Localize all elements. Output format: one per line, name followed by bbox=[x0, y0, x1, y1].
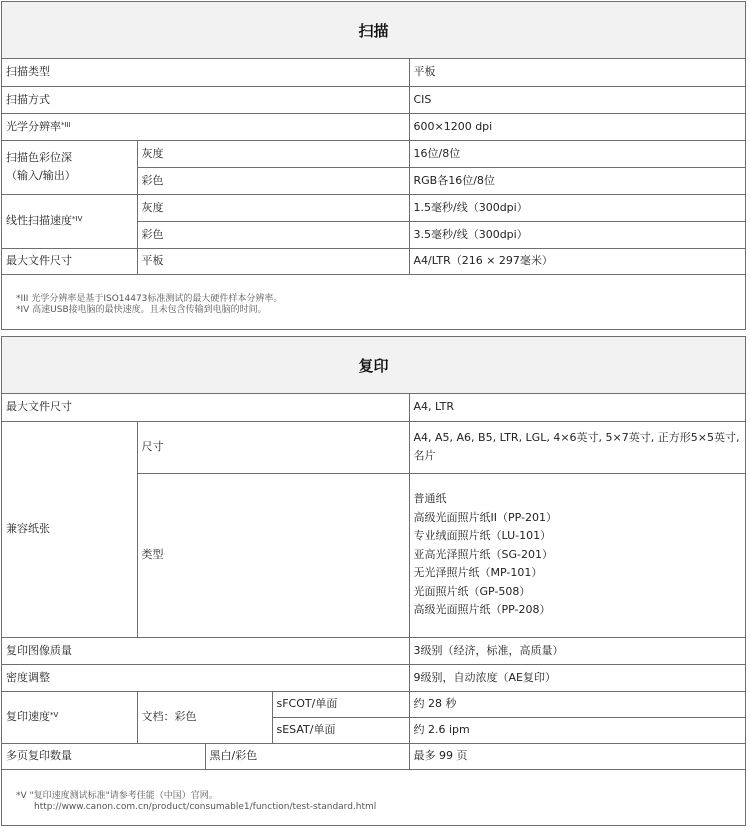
copy-speed-label: 复印速度 bbox=[6, 710, 50, 723]
table-row bbox=[2, 59, 745, 86]
copy-density-label: 密度调整 bbox=[2, 664, 409, 691]
scan-footnote-2: *IV 高速USB接电脑的最快速度。且未包含传输到电脑的时间。 bbox=[16, 305, 267, 315]
copy-paper-label: 兼容纸张 bbox=[2, 421, 137, 637]
copy-maxdoc-label: 最大文件尺寸 bbox=[2, 394, 409, 421]
scan-footnote-1: *III 光学分辨率是基于ISO14473标准测试的最大硬件样本分辨率。 bbox=[16, 294, 283, 304]
scan-depth-color-value: RGB各16位/8位 bbox=[409, 167, 745, 194]
scan-depth-gray-label: 灰度 bbox=[137, 140, 409, 167]
copy-multi-sub: 黑白/彩色 bbox=[205, 743, 409, 769]
table-row bbox=[2, 113, 745, 140]
copy-multi-label: 多页复印数量 bbox=[2, 743, 205, 769]
scan-resolution-value: 600×1200 dpi bbox=[409, 113, 745, 140]
copy-sesat-label: sESAT/单面 bbox=[272, 717, 409, 743]
scan-method-label: 扫描方式 bbox=[2, 86, 409, 113]
scan-spec-section bbox=[1, 1, 746, 330]
scan-depth-label-cell bbox=[2, 140, 137, 194]
list-item: 光面照片纸（GP-508） bbox=[413, 584, 531, 598]
copy-spec-section bbox=[1, 336, 746, 826]
copy-sesat-value: 约 2.6 ipm bbox=[409, 717, 745, 743]
scan-resolution-label: 光学分辨率 bbox=[6, 119, 61, 133]
footnote-mark: *IV bbox=[72, 215, 83, 223]
copy-section-title: 复印 bbox=[2, 337, 745, 394]
copy-quality-label: 复印图像质量 bbox=[2, 637, 409, 664]
table-row bbox=[2, 194, 745, 221]
scan-type-label: 扫描类型 bbox=[2, 59, 409, 86]
copy-type-label: 类型 bbox=[137, 473, 409, 637]
scan-type-value: 平板 bbox=[409, 59, 745, 86]
copy-speed-doc: 文档：彩色 bbox=[137, 691, 272, 743]
scan-footnotes bbox=[16, 294, 282, 316]
footnote-mark: *III bbox=[61, 120, 71, 129]
list-item: 亚高光泽照片纸（SG-201） bbox=[413, 547, 553, 561]
copy-maxdoc-value: A4, LTR bbox=[409, 394, 745, 421]
scan-maxdoc-label: 最大文件尺寸 bbox=[2, 248, 137, 274]
scan-speed-label-cell bbox=[2, 194, 137, 248]
copy-size-value: A4, A5, A6, B5, LTR, LGL, 4×6英寸, 5×7英寸, 正方形5×5英寸, 名片 bbox=[409, 421, 745, 473]
table-row bbox=[2, 140, 745, 167]
list-item: 普通纸 bbox=[413, 492, 447, 506]
copy-speed-label-cell bbox=[2, 691, 137, 743]
list-item: 高级光面照片纸II（PP-201） bbox=[413, 510, 557, 524]
scan-speed-label: 线性扫描速度 bbox=[6, 214, 72, 227]
table-row bbox=[2, 664, 745, 691]
copy-sfcot-label: sFCOT/单面 bbox=[272, 691, 409, 717]
table-row bbox=[2, 637, 745, 664]
copy-paper-types bbox=[409, 473, 745, 637]
scan-resolution-cell bbox=[2, 113, 409, 140]
scan-speed-color-value: 3.5毫秒/线（300dpi） bbox=[409, 221, 745, 248]
list-item: 无光泽照片纸（MP-101） bbox=[413, 566, 543, 580]
scan-depth-color-label: 彩色 bbox=[137, 167, 409, 194]
footnote-mark: *V bbox=[50, 711, 59, 719]
table-row bbox=[2, 421, 745, 473]
copy-footnotes bbox=[16, 791, 376, 813]
scan-maxdoc-value: A4/LTR（216 × 297毫米） bbox=[409, 248, 745, 274]
copy-sfcot-value: 约 28 秒 bbox=[409, 691, 745, 717]
table-row bbox=[2, 691, 745, 717]
list-item: 专业绒面照片纸（LU-101） bbox=[413, 529, 552, 543]
scan-depth-gray-value: 16位/8位 bbox=[409, 140, 745, 167]
copy-multi-value: 最多 99 页 bbox=[409, 743, 745, 769]
table-row bbox=[2, 248, 745, 274]
scan-spec-table bbox=[2, 59, 745, 275]
copy-footnote-2[interactable]: http://www.canon.com.cn/product/consumable1/function/test-standard.html bbox=[34, 802, 377, 812]
list-item: 高级光面照片纸（PP-208） bbox=[413, 603, 551, 617]
scan-speed-gray-label: 灰度 bbox=[137, 194, 409, 221]
table-row bbox=[2, 394, 745, 421]
scan-section-title: 扫描 bbox=[2, 2, 745, 59]
scan-maxdoc-sub: 平板 bbox=[137, 248, 409, 274]
scan-method-value: CIS bbox=[409, 86, 745, 113]
scan-depth-label-sub: （输入/输出） bbox=[6, 169, 76, 182]
table-row bbox=[2, 743, 745, 769]
scan-depth-label: 扫描色彩位深 bbox=[6, 151, 72, 164]
table-row bbox=[2, 86, 745, 113]
copy-density-value: 9级别，自动浓度（AE复印） bbox=[409, 664, 745, 691]
copy-footnote-1: *V "复印速度测试标准"请参考佳能（中国）官网。 bbox=[16, 791, 218, 801]
copy-spec-table bbox=[2, 394, 745, 770]
copy-quality-value: 3级别（经济，标准，高质量） bbox=[409, 637, 745, 664]
scan-speed-gray-value: 1.5毫秒/线（300dpi） bbox=[409, 194, 745, 221]
scan-speed-color-label: 彩色 bbox=[137, 221, 409, 248]
copy-size-label: 尺寸 bbox=[137, 421, 409, 473]
